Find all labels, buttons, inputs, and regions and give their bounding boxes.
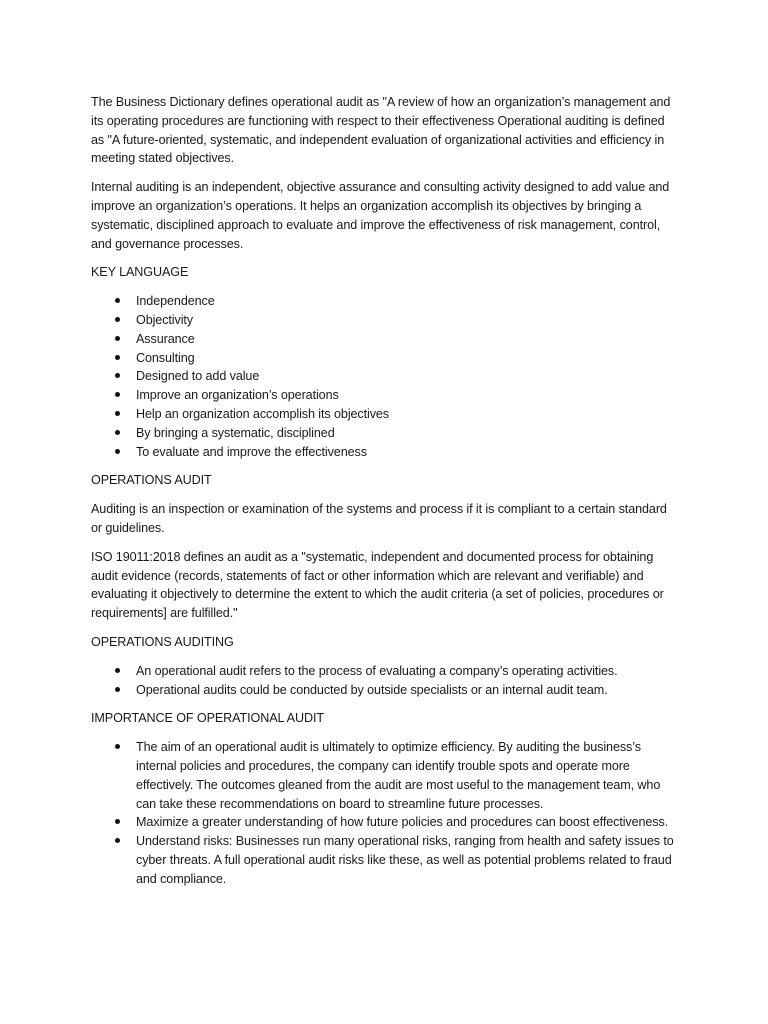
list-item: Assurance	[91, 330, 681, 349]
list-item: Objectivity	[91, 311, 681, 330]
document-page	[91, 93, 681, 898]
list-item: Understand risks: Businesses run many operational risks, ranging from health and safety issues to cyber threats. A full operational audit risks like these, as well as potential problems related to fraud and compliance.	[91, 832, 681, 888]
heading-importance: IMPORTANCE OF OPERATIONAL AUDIT	[91, 711, 324, 726]
importance-list	[91, 738, 681, 888]
heading-operations-auditing: OPERATIONS AUDITING	[91, 634, 234, 649]
intro-paragraph: The Business Dictionary defines operational audit as "A review of how an organization’s management and its operating procedures are functioning with respect to their effectiveness Operational auditing is defined as "A future-oriented, systematic, and independent evaluation of organizational activities and efficiency in meeting stated objectives.	[91, 95, 671, 166]
list-item: By bringing a systematic, disciplined	[91, 424, 681, 443]
list-item: Improve an organization’s operations	[91, 386, 681, 405]
list-item: Maximize a greater understanding of how future policies and procedures can boost effectiveness.	[91, 813, 681, 832]
list-item: An operational audit refers to the process of evaluating a company’s operating activities.	[91, 662, 681, 681]
operations-auditing-list	[91, 662, 681, 700]
list-item: Consulting	[91, 349, 681, 368]
heading-operations-audit: OPERATIONS AUDIT	[91, 473, 212, 488]
list-item: Help an organization accomplish its objectives	[91, 405, 681, 424]
list-item: The aim of an operational audit is ultimately to optimize efficiency. By auditing the business’s internal policies and procedures, the company can identify trouble spots and operate more effectively. The outcomes gleaned from the audit are most useful to the management team, who can take these recommendations on board to streamline future processes.	[91, 738, 681, 813]
iso-definition-paragraph: ISO 19011:2018 defines an audit as a "systematic, independent and documented process for obtaining audit evidence (records, statements of fact or other information which are relevant and verifiable) and evaluating it objectively to determine the extent to which the audit criteria (a set of policies, procedures or requirements] are fulfilled."	[91, 549, 664, 621]
internal-auditing-paragraph: Internal auditing is an independent, objective assurance and consulting activity designed to add value and improve an organization’s operations. It helps an organization accomplish its objectives by bringing a systematic, disciplined approach to evaluate and improve the effectiveness of risk management, control, and governance processes.	[91, 180, 670, 251]
list-item: Independence	[91, 292, 681, 311]
key-language-list	[91, 292, 681, 461]
auditing-definition-paragraph: Auditing is an inspection or examination of the systems and process if it is compliant to a certain standard or guidelines.	[91, 502, 667, 535]
list-item: Operational audits could be conducted by outside specialists or an internal audit team.	[91, 681, 681, 700]
list-item: Designed to add value	[91, 367, 681, 386]
heading-key-language: KEY LANGUAGE	[91, 265, 189, 280]
list-item: To evaluate and improve the effectiveness	[91, 443, 681, 462]
